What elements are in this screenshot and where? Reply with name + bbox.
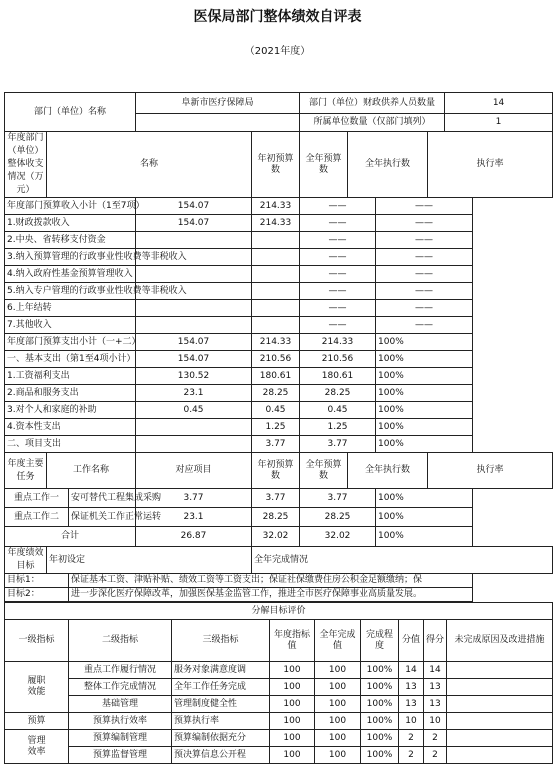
task-row <box>5 508 553 527</box>
eval-col-score: 分值 <box>399 620 424 662</box>
budget-row-full: 210.56 <box>252 351 300 368</box>
task-total-initial: 26.87 <box>136 527 252 547</box>
goals-col-result: 全年完成情况 <box>252 547 553 574</box>
eval-reason <box>447 713 553 730</box>
budget-row-name: 4.资本性支出 <box>5 419 136 436</box>
budget-row-initial <box>136 317 252 334</box>
eval-reason <box>447 662 553 679</box>
budget-row-name: 一、基本支出（第1至4项小计） <box>5 351 136 368</box>
eval-degree: 100% <box>361 696 399 713</box>
dept-name-value: 阜新市医疗保障局 <box>136 93 300 114</box>
eval-l3: 预算编制依据充分 <box>172 730 270 747</box>
budget-row-initial <box>136 300 252 317</box>
eval-col-l1: 一级指标 <box>5 620 69 662</box>
eval-l1-label: 管理 <box>27 735 46 746</box>
eval-got: 2 <box>424 747 447 764</box>
task-total-rate: 100% <box>376 527 473 547</box>
eval-l1-label: 效能 <box>27 687 46 697</box>
budget-row-rate: 100% <box>376 419 473 436</box>
budget-row-exec: —— <box>300 215 376 232</box>
budget-row-full: 1.25 <box>252 419 300 436</box>
budget-row-full <box>252 283 300 300</box>
budget-row <box>5 436 553 453</box>
budget-row-name: 3.对个人和家庭的补助 <box>5 402 136 419</box>
budget-row-full: 28.25 <box>252 385 300 402</box>
eval-col-got: 得分 <box>424 620 447 662</box>
eval-actual: 100 <box>315 730 361 747</box>
col-full-budget: 全年预算数 <box>300 132 348 198</box>
task-rate: 100% <box>376 489 473 508</box>
eval-reason <box>447 696 553 713</box>
col-project: 对应项目 <box>136 453 252 489</box>
budget-row-rate: —— <box>376 283 473 300</box>
eval-target: 100 <box>270 679 315 696</box>
eval-got: 2 <box>424 730 447 747</box>
budget-row-rate: —— <box>376 198 473 215</box>
eval-target: 100 <box>270 730 315 747</box>
eval-l3: 预算执行率 <box>172 713 270 730</box>
budget-row-initial: 23.1 <box>136 385 252 402</box>
eval-row <box>5 730 553 747</box>
eval-l3: 管理制度健全性 <box>172 696 270 713</box>
budget-row-full <box>252 249 300 266</box>
budget-row-exec: —— <box>300 317 376 334</box>
budget-row-exec: 180.61 <box>300 368 376 385</box>
task-exec: 3.77 <box>300 489 376 508</box>
eval-degree: 100% <box>361 662 399 679</box>
eval-got: 10 <box>424 713 447 730</box>
target-eval-table <box>4 602 553 764</box>
eval-l1-label: 效率 <box>27 746 46 757</box>
budget-row <box>5 215 553 232</box>
eval-score: 10 <box>399 713 424 730</box>
eval-l1-label: 预算 <box>5 713 69 730</box>
budget-row-exec: —— <box>300 266 376 283</box>
budget-row-rate: —— <box>376 249 473 266</box>
unit-count-label: 所属单位数量（仅部门填列） <box>300 114 445 132</box>
budget-row-full: 214.33 <box>252 198 300 215</box>
goal-text: 保证基本工资、津贴补贴、绩效工资等工资支出；保证社保缴费住房公积金足额缴纳；保 <box>69 574 473 588</box>
eval-l3: 服务对象满意度调 <box>172 662 270 679</box>
budget-row-full: 214.33 <box>252 334 300 351</box>
budget-row-name: 年度部门预算收入小计（1至7项） <box>5 198 136 215</box>
budget-row <box>5 368 553 385</box>
eval-row <box>5 696 553 713</box>
col-name: 名称 <box>47 132 252 198</box>
budget-row-rate: —— <box>376 266 473 283</box>
budget-row-rate: —— <box>376 300 473 317</box>
budget-row-exec: —— <box>300 249 376 266</box>
budget-row-rate: 100% <box>376 368 473 385</box>
budget-row-initial: 130.52 <box>136 368 252 385</box>
task-project: 安可替代工程集成采购 <box>69 489 136 508</box>
eval-l2: 预算监督管理 <box>69 747 172 764</box>
budget-row-full <box>252 317 300 334</box>
eval-l1-group <box>5 662 69 713</box>
eval-row <box>5 713 553 730</box>
budget-section-label: 年度部门（单位）整体收支情况（万元） <box>5 132 47 198</box>
budget-row <box>5 334 553 351</box>
budget-row-rate: —— <box>376 317 473 334</box>
budget-row-name: 5.纳入专户管理的行政事业性收费等非税收入 <box>5 283 136 300</box>
task-total-exec: 32.02 <box>300 527 376 547</box>
task-rate: 100% <box>376 508 473 527</box>
page-title: 医保局部门整体绩效自评表 <box>193 9 362 25</box>
budget-row-exec: 214.33 <box>300 334 376 351</box>
budget-row-full <box>252 232 300 249</box>
eval-l1-label: 履职 <box>27 676 46 686</box>
budget-row-rate: 100% <box>376 334 473 351</box>
budget-row <box>5 317 553 334</box>
eval-score: 2 <box>399 730 424 747</box>
budget-row-name: 4.纳入政府性基金预算管理收入 <box>5 266 136 283</box>
budget-row-full: 0.45 <box>252 402 300 419</box>
performance-table <box>4 92 553 602</box>
budget-row-initial <box>136 232 252 249</box>
eval-actual: 100 <box>315 679 361 696</box>
budget-row-full <box>252 300 300 317</box>
eval-actual: 100 <box>315 713 361 730</box>
eval-l3: 预决算信息公开程 <box>172 747 270 764</box>
eval-target: 100 <box>270 747 315 764</box>
eval-target: 100 <box>270 662 315 679</box>
budget-row-exec: —— <box>300 300 376 317</box>
budget-row-rate: 100% <box>376 436 473 453</box>
budget-row <box>5 249 553 266</box>
eval-l2: 整体工作完成情况 <box>69 679 172 696</box>
dept-name-blank <box>136 114 300 132</box>
task-total-label: 合计 <box>5 527 136 547</box>
goals-section-label: 年度绩效目标 <box>5 547 47 574</box>
eval-got: 13 <box>424 679 447 696</box>
goal-row <box>5 574 553 588</box>
budget-row-name: 2.中央、省转移支付资金 <box>5 232 136 249</box>
budget-row-initial: 154.07 <box>136 351 252 368</box>
staff-count-label: 部门（单位）财政供养人员数量 <box>300 93 445 114</box>
task-work-name: 重点工作一 <box>5 489 69 508</box>
budget-row-name: 6.上年结转 <box>5 300 136 317</box>
eval-col-l2: 二级指标 <box>69 620 172 662</box>
budget-row-exec: 28.25 <box>300 385 376 402</box>
goal-text: 进一步深化医疗保障改革，加强医保基金监管工作，推进全市医疗保障事业高质量发展。 <box>69 588 473 602</box>
eval-target: 100 <box>270 713 315 730</box>
budget-row-initial <box>136 419 252 436</box>
eval-degree: 100% <box>361 679 399 696</box>
eval-l3: 全年工作任务完成 <box>172 679 270 696</box>
eval-l2: 重点工作履行情况 <box>69 662 172 679</box>
budget-row-full: 214.33 <box>252 215 300 232</box>
eval-actual: 100 <box>315 662 361 679</box>
tasks-section-label: 年度主要任务 <box>5 453 47 489</box>
budget-row <box>5 266 553 283</box>
budget-row-exec: —— <box>300 198 376 215</box>
page-subtitle: （2021年度） <box>244 46 311 57</box>
goal-label: 目标2： <box>5 588 69 602</box>
task-full: 3.77 <box>252 489 300 508</box>
budget-row-initial: 154.07 <box>136 198 252 215</box>
task-col-initial: 年初预算数 <box>252 453 300 489</box>
eval-degree: 100% <box>361 730 399 747</box>
col-initial-budget: 年初预算数 <box>252 132 300 198</box>
eval-l2: 预算执行效率 <box>69 713 172 730</box>
budget-row <box>5 283 553 300</box>
task-work-name: 重点工作二 <box>5 508 69 527</box>
task-project: 保证机关工作正常运转 <box>69 508 136 527</box>
eval-col-reason: 未完成原因及改进措施 <box>447 620 553 662</box>
budget-row <box>5 300 553 317</box>
budget-row <box>5 419 553 436</box>
budget-row-rate: 100% <box>376 402 473 419</box>
budget-row-exec: 1.25 <box>300 419 376 436</box>
eval-l2: 基础管理 <box>69 696 172 713</box>
col-full-exec: 全年执行数 <box>348 132 428 198</box>
dept-name-label: 部门（单位）名称 <box>5 93 136 132</box>
budget-row-name: 1.工资福利支出 <box>5 368 136 385</box>
eval-col-degree: 完成程度 <box>361 620 399 662</box>
budget-row-name: 2.商品和服务支出 <box>5 385 136 402</box>
task-total-full: 32.02 <box>252 527 300 547</box>
eval-title: 分解目标评价 <box>5 603 553 620</box>
budget-row-exec: —— <box>300 232 376 249</box>
task-full: 28.25 <box>252 508 300 527</box>
task-exec: 28.25 <box>300 508 376 527</box>
budget-row-exec: 0.45 <box>300 402 376 419</box>
staff-count-value: 14 <box>445 93 553 114</box>
goals-col-setting: 年初设定 <box>47 547 252 574</box>
eval-degree: 100% <box>361 747 399 764</box>
eval-score: 13 <box>399 679 424 696</box>
budget-row <box>5 402 553 419</box>
budget-row-name: 二、项目支出 <box>5 436 136 453</box>
goal-row <box>5 588 553 602</box>
eval-l1-group <box>5 730 69 764</box>
eval-row <box>5 679 553 696</box>
budget-row <box>5 232 553 249</box>
budget-row-full: 180.61 <box>252 368 300 385</box>
eval-target: 100 <box>270 696 315 713</box>
unit-count-value: 1 <box>445 114 553 132</box>
budget-row-rate: 100% <box>376 385 473 402</box>
budget-row-exec: 3.77 <box>300 436 376 453</box>
budget-row-full <box>252 266 300 283</box>
eval-score: 2 <box>399 747 424 764</box>
budget-row-initial: 154.07 <box>136 334 252 351</box>
col-work-name: 工作名称 <box>47 453 136 489</box>
goal-label: 目标1： <box>5 574 69 588</box>
budget-row-rate: —— <box>376 232 473 249</box>
eval-actual: 100 <box>315 696 361 713</box>
eval-col-actual: 全年完成值 <box>315 620 361 662</box>
task-col-exec: 全年执行数 <box>348 453 428 489</box>
eval-col-l3: 三级指标 <box>172 620 270 662</box>
budget-row-name: 年度部门预算支出小计（一+二） <box>5 334 136 351</box>
eval-got: 14 <box>424 662 447 679</box>
budget-row-initial: 0.45 <box>136 402 252 419</box>
budget-row-exec: —— <box>300 283 376 300</box>
budget-row-rate: 100% <box>376 351 473 368</box>
task-col-rate: 执行率 <box>428 453 553 489</box>
eval-got: 13 <box>424 696 447 713</box>
eval-score: 13 <box>399 696 424 713</box>
budget-row-initial <box>136 436 252 453</box>
eval-score: 14 <box>399 662 424 679</box>
eval-col-target: 年度指标值 <box>270 620 315 662</box>
budget-row <box>5 351 553 368</box>
budget-row-name: 7.其他收入 <box>5 317 136 334</box>
eval-degree: 100% <box>361 713 399 730</box>
eval-reason <box>447 747 553 764</box>
task-col-full: 全年预算数 <box>300 453 348 489</box>
budget-row-name: 3.纳入预算管理的行政事业性收费等非税收入 <box>5 249 136 266</box>
col-exec-rate: 执行率 <box>428 132 553 198</box>
budget-row-exec: 210.56 <box>300 351 376 368</box>
eval-actual: 100 <box>315 747 361 764</box>
eval-reason <box>447 730 553 747</box>
eval-row <box>5 747 553 764</box>
budget-row <box>5 385 553 402</box>
task-row <box>5 489 553 508</box>
eval-reason <box>447 679 553 696</box>
budget-row-initial <box>136 266 252 283</box>
budget-row <box>5 198 553 215</box>
budget-row-rate: —— <box>376 215 473 232</box>
budget-row-full: 3.77 <box>252 436 300 453</box>
task-initial: 3.77 <box>136 489 252 508</box>
task-initial: 23.1 <box>136 508 252 527</box>
budget-row-name: 1.财政拨款收入 <box>5 215 136 232</box>
budget-row-initial: 154.07 <box>136 215 252 232</box>
eval-l2: 预算编制管理 <box>69 730 172 747</box>
eval-row <box>5 662 553 679</box>
